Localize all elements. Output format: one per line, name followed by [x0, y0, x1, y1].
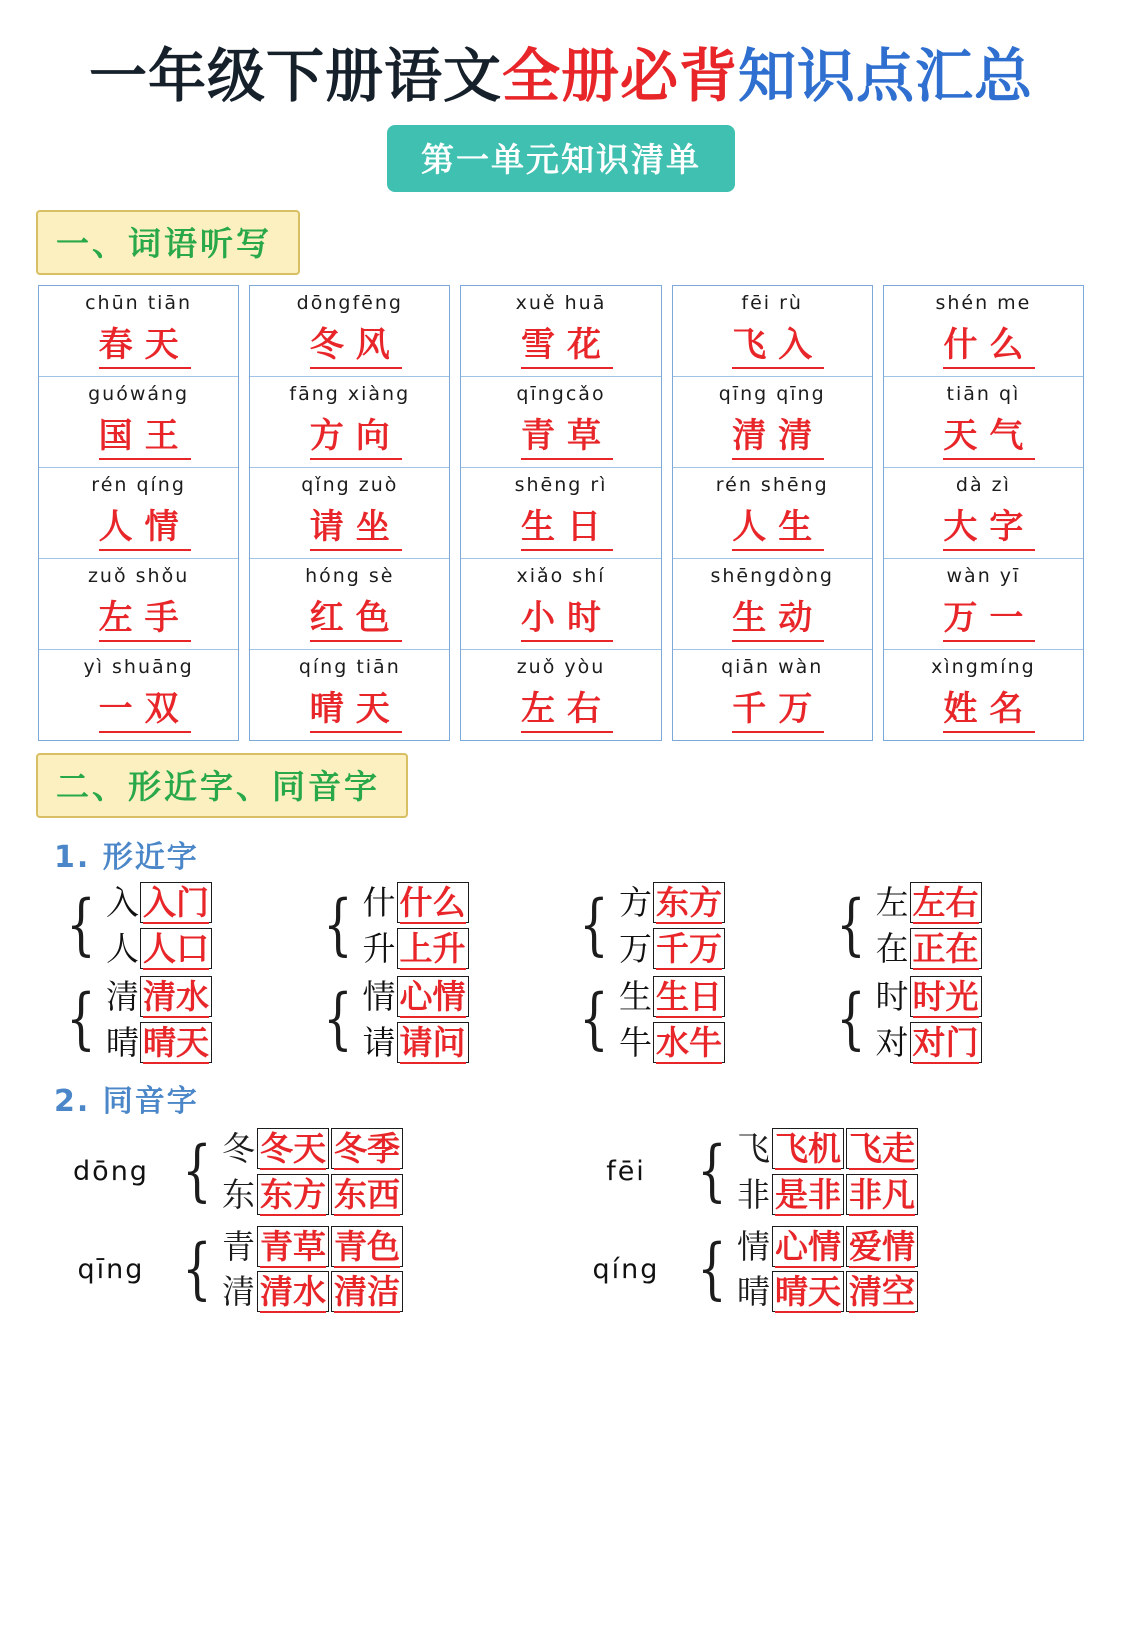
- hanzi-word: [673, 408, 872, 467]
- dictation-cell: [884, 286, 1083, 377]
- homophone-word-box: [257, 1271, 329, 1312]
- homophone-group: [46, 1228, 561, 1312]
- brace-icon: {: [322, 886, 353, 964]
- pinyin-text: yì shuāng: [83, 655, 194, 678]
- similar-char-head: 对: [875, 1022, 909, 1062]
- similar-chars-pairs: [619, 978, 725, 1062]
- similar-char-word: 心情: [399, 976, 466, 1016]
- hanzi-word-text: 千万: [732, 689, 824, 733]
- similar-chars-group: [830, 884, 1081, 968]
- brace-icon: {: [66, 980, 96, 1058]
- hanzi-word: [39, 590, 238, 649]
- homophone-lines: [737, 1130, 918, 1214]
- homophone-line: [222, 1130, 403, 1168]
- pinyin-text: xuě huā: [515, 291, 607, 314]
- similar-char-head: 清: [106, 976, 139, 1016]
- homophone-line: [222, 1176, 403, 1214]
- homophone-word-box: [846, 1271, 918, 1312]
- dictation-cell: [39, 559, 238, 650]
- similar-char-pair: [363, 1024, 469, 1062]
- pinyin-text: qǐng zuò: [301, 473, 399, 496]
- similar-char-word-box: [910, 882, 982, 923]
- pinyin-text: fēi rù: [741, 291, 803, 314]
- homophone-word: 东方: [260, 1174, 326, 1214]
- similar-char-head: 牛: [619, 1022, 652, 1062]
- similar-char-word-box: [653, 928, 725, 969]
- hanzi-word: [461, 317, 660, 376]
- similar-char-word: 清水: [143, 976, 209, 1016]
- similar-char-pair: [106, 978, 212, 1016]
- hanzi-word-text: 生动: [732, 598, 824, 642]
- section-header-dictation: 一、词语听写: [36, 210, 300, 275]
- hanzi-word-text: 飞入: [732, 325, 824, 369]
- homophone-word-box: [257, 1226, 329, 1267]
- hanzi-word: [250, 590, 449, 649]
- brace-icon: {: [579, 980, 609, 1058]
- pinyin-text: rén shēng: [715, 473, 829, 496]
- hanzi-word: [39, 499, 238, 558]
- homophone-word-box: [772, 1174, 844, 1215]
- pinyin-text: xiǎo shí: [516, 564, 606, 587]
- pinyin-text: zuǒ shǒu: [87, 564, 190, 587]
- similar-char-head: 晴: [106, 1022, 139, 1062]
- similar-char-word-box: [397, 928, 469, 969]
- similar-char-head: 生: [619, 976, 652, 1016]
- worksheet-page: [0, 42, 1122, 1633]
- similar-char-word: 请问: [399, 1022, 466, 1062]
- dictation-cell: [884, 650, 1083, 740]
- dictation-grid: [38, 285, 1084, 741]
- pinyin-text: shēng rì: [514, 473, 608, 496]
- homophone-line: [737, 1176, 918, 1214]
- homophone-word-box: [331, 1174, 403, 1215]
- pinyin-text: xìngmíng: [931, 655, 1036, 678]
- homophone-word-box: [331, 1271, 403, 1312]
- dictation-cell: [250, 650, 449, 740]
- similar-char-word-box: [140, 882, 212, 923]
- similar-char-head: 人: [106, 928, 139, 968]
- hanzi-word-text: 冬风: [310, 325, 402, 369]
- dictation-cell: [673, 559, 872, 650]
- similar-chars-pairs: [106, 884, 212, 968]
- hanzi-word-text: 万一: [943, 598, 1035, 642]
- homophone-head: 情: [737, 1226, 770, 1266]
- pinyin-text: guówáng: [88, 382, 190, 405]
- brace-icon: {: [697, 1230, 727, 1308]
- dictation-cell: [39, 468, 238, 559]
- brace-icon: {: [66, 886, 96, 964]
- hanzi-word-text: 清清: [732, 416, 824, 460]
- similar-char-word: 正在: [912, 928, 979, 968]
- subsection-label-homophones: 2. 同音字: [54, 1083, 199, 1119]
- similar-chars-group: [830, 978, 1081, 1062]
- brace-icon: {: [322, 980, 353, 1058]
- hanzi-word: [461, 681, 660, 740]
- homophone-word-box: [846, 1174, 918, 1215]
- similar-char-pair: [106, 884, 212, 922]
- homophone-word-box: [331, 1226, 403, 1267]
- hanzi-word-text: 人生: [732, 507, 824, 551]
- similar-char-word: 入门: [143, 882, 209, 922]
- homophone-word: 清空: [849, 1272, 915, 1312]
- dictation-cell: [884, 377, 1083, 468]
- pinyin-text: rén qíng: [91, 473, 186, 496]
- homophone-line: [222, 1273, 403, 1311]
- homophones-rows: [46, 1130, 1076, 1312]
- similar-chars-rows: [60, 884, 1080, 1062]
- unit-banner: 第一单元知识清单: [387, 125, 735, 192]
- hanzi-word-text: 晴天: [310, 689, 402, 733]
- hanzi-word: [250, 317, 449, 376]
- homophones-row: [46, 1130, 1076, 1214]
- similar-char-word: 上升: [399, 928, 466, 968]
- homophone-group: [561, 1228, 1076, 1312]
- hanzi-word: [673, 590, 872, 649]
- homophone-head: 青: [222, 1226, 255, 1266]
- hanzi-word-text: 左右: [521, 689, 613, 733]
- similar-char-word-box: [140, 1022, 212, 1063]
- similar-char-word: 左右: [912, 882, 979, 922]
- homophone-group: [561, 1130, 1076, 1214]
- similar-chars-group: [317, 884, 568, 968]
- dictation-cell: [673, 650, 872, 740]
- dictation-cell: [673, 286, 872, 377]
- homophone-head: 晴: [737, 1272, 770, 1312]
- dictation-cell: [461, 468, 660, 559]
- dictation-cell: [884, 468, 1083, 559]
- homophone-word: 非凡: [849, 1174, 915, 1214]
- homophone-line: [737, 1273, 918, 1311]
- dictation-cell: [250, 377, 449, 468]
- hanzi-word-text: 雪花: [521, 325, 613, 369]
- section-header-similar-homophone: 二、形近字、同音字: [36, 753, 408, 818]
- similar-char-pair: [876, 1024, 982, 1062]
- similar-char-pair: [363, 978, 469, 1016]
- hanzi-word: [884, 499, 1083, 558]
- similar-char-head: 在: [875, 928, 909, 968]
- homophone-word: 清洁: [334, 1272, 400, 1312]
- similar-char-word: 东方: [656, 882, 722, 922]
- homophone-line: [737, 1130, 918, 1168]
- homophone-head: 非: [737, 1174, 770, 1214]
- hanzi-word-text: 大字: [943, 507, 1035, 551]
- similar-char-word-box: [397, 976, 469, 1017]
- similar-chars-pairs: [106, 978, 212, 1062]
- homophone-word: 是非: [775, 1174, 841, 1214]
- homophone-head: 清: [222, 1272, 255, 1312]
- similar-chars-pairs: [363, 978, 469, 1062]
- homophone-word-box: [257, 1174, 329, 1215]
- hanzi-word: [250, 681, 449, 740]
- hanzi-word-text: 一双: [99, 689, 191, 733]
- pinyin-text: dōngfēng: [296, 291, 403, 314]
- pinyin-text: dà zì: [955, 473, 1011, 496]
- homophone-word: 冬天: [260, 1128, 326, 1168]
- dictation-cell: [461, 559, 660, 650]
- hanzi-word-text: 生日: [521, 507, 613, 551]
- similar-char-pair: [619, 930, 725, 968]
- similar-char-word: 晴天: [143, 1022, 209, 1062]
- pinyin-text: qiān wàn: [721, 655, 824, 678]
- homophone-word: 爱情: [849, 1226, 915, 1266]
- hanzi-word-text: 什么: [943, 325, 1035, 369]
- hanzi-word: [250, 408, 449, 467]
- hanzi-word: [673, 681, 872, 740]
- dictation-cell: [39, 377, 238, 468]
- similar-char-head: 请: [362, 1022, 396, 1062]
- hanzi-word: [461, 408, 660, 467]
- page-title-part3: 知识点汇总: [738, 42, 1034, 110]
- similar-char-word-box: [140, 976, 212, 1017]
- similar-char-pair: [619, 978, 725, 1016]
- pinyin-text: qīngcǎo: [516, 382, 606, 405]
- similar-char-word-box: [910, 976, 982, 1017]
- similar-chars-row: [60, 978, 1080, 1062]
- pinyin-text: qīng qīng: [718, 382, 826, 405]
- hanzi-word-text: 春天: [99, 325, 191, 369]
- homophone-word-box: [846, 1226, 918, 1267]
- homophones-row: [46, 1228, 1076, 1312]
- dictation-cell: [673, 377, 872, 468]
- dictation-cell: [461, 650, 660, 740]
- similar-char-word: 什么: [399, 882, 466, 922]
- homophone-line: [222, 1228, 403, 1266]
- hanzi-word: [884, 317, 1083, 376]
- pinyin-text: wàn yī: [946, 564, 1021, 587]
- dictation-column: [38, 285, 239, 741]
- hanzi-word: [39, 408, 238, 467]
- homophone-head: 冬: [222, 1128, 255, 1168]
- similar-chars-row: [60, 884, 1080, 968]
- similar-char-pair: [876, 884, 982, 922]
- similar-chars-pairs: [876, 884, 982, 968]
- similar-char-pair: [363, 930, 469, 968]
- unit-banner-container: [0, 125, 1122, 192]
- hanzi-word: [39, 317, 238, 376]
- homophone-word: 冬季: [334, 1128, 400, 1168]
- homophone-word: 东西: [334, 1174, 400, 1214]
- similar-char-word-box: [653, 1022, 725, 1063]
- similar-char-word: 时光: [912, 976, 979, 1016]
- similar-char-pair: [363, 884, 469, 922]
- homophone-word: 晴天: [775, 1272, 841, 1312]
- homophone-word: 青草: [260, 1226, 326, 1266]
- similar-char-head: 升: [362, 928, 396, 968]
- similar-chars-pairs: [876, 978, 982, 1062]
- homophone-pinyin: fēi: [606, 1156, 646, 1188]
- brace-icon: {: [182, 1230, 212, 1308]
- hanzi-word-text: 请坐: [310, 507, 402, 551]
- homophone-pinyin: qīng: [77, 1253, 145, 1285]
- homophone-line: [737, 1228, 918, 1266]
- pinyin-text: fāng xiàng: [289, 382, 411, 405]
- brace-icon: {: [182, 1132, 212, 1210]
- section-one-header-container: [36, 210, 1122, 275]
- hanzi-word-text: 青草: [521, 416, 613, 460]
- hanzi-word-text: 天气: [943, 416, 1035, 460]
- hanzi-word: [884, 408, 1083, 467]
- pinyin-text: shēngdòng: [710, 564, 834, 587]
- dictation-cell: [461, 377, 660, 468]
- similar-char-word-box: [910, 928, 982, 969]
- similar-char-head: 入: [106, 882, 139, 922]
- similar-chars-pairs: [363, 884, 469, 968]
- brace-icon: {: [579, 886, 609, 964]
- homophone-lines: [222, 1228, 403, 1312]
- hanzi-word: [673, 317, 872, 376]
- pinyin-text: zuǒ yòu: [516, 655, 606, 678]
- hanzi-word: [884, 681, 1083, 740]
- hanzi-word: [461, 590, 660, 649]
- hanzi-word: [884, 590, 1083, 649]
- homophone-word-box: [257, 1128, 329, 1169]
- similar-char-head: 万: [619, 928, 652, 968]
- similar-char-word: 千万: [656, 928, 722, 968]
- pinyin-text: tiān qì: [946, 382, 1021, 405]
- hanzi-word: [39, 681, 238, 740]
- hanzi-word-text: 国王: [99, 416, 191, 460]
- similar-char-word: 人口: [143, 928, 209, 968]
- page-title: [0, 42, 1122, 110]
- homophone-word: 青色: [334, 1226, 400, 1266]
- similar-chars-group: [573, 978, 824, 1062]
- dictation-cell: [673, 468, 872, 559]
- brace-icon: {: [835, 980, 866, 1058]
- hanzi-word: [250, 499, 449, 558]
- similar-chars-group: [60, 978, 311, 1062]
- similar-char-word-box: [397, 1022, 469, 1063]
- homophone-pinyin: qíng: [592, 1253, 660, 1285]
- dictation-column: [460, 285, 661, 741]
- similar-char-word-box: [140, 928, 212, 969]
- similar-char-pair: [619, 1024, 725, 1062]
- page-title-part1: 一年级下册语文: [88, 42, 502, 110]
- homophone-word: 飞走: [849, 1128, 915, 1168]
- dictation-column: [249, 285, 450, 741]
- dictation-cell: [39, 286, 238, 377]
- similar-char-pair: [106, 930, 212, 968]
- similar-char-word-box: [653, 882, 725, 923]
- dictation-column: [883, 285, 1084, 741]
- hanzi-word-text: 左手: [99, 598, 191, 642]
- dictation-cell: [250, 559, 449, 650]
- homophone-word: 心情: [775, 1226, 841, 1266]
- dictation-cell: [250, 468, 449, 559]
- similar-chars-group: [573, 884, 824, 968]
- pinyin-text: hóng sè: [305, 564, 395, 587]
- similar-char-word: 生日: [656, 976, 722, 1016]
- similar-char-head: 情: [362, 976, 396, 1016]
- homophone-word-box: [846, 1128, 918, 1169]
- homophone-word-box: [772, 1271, 844, 1312]
- dictation-cell: [250, 286, 449, 377]
- similar-char-pair: [106, 1024, 212, 1062]
- page-title-part2: 全册必背: [501, 42, 738, 110]
- similar-chars-group: [60, 884, 311, 968]
- dictation-cell: [884, 559, 1083, 650]
- similar-chars-group: [317, 978, 568, 1062]
- similar-char-pair: [619, 884, 725, 922]
- homophone-word: 飞机: [775, 1128, 841, 1168]
- similar-char-word: 水牛: [656, 1022, 722, 1062]
- similar-char-word: 对门: [912, 1022, 979, 1062]
- dictation-cell: [39, 650, 238, 740]
- pinyin-text: chūn tiān: [85, 291, 193, 314]
- dictation-column: [672, 285, 873, 741]
- dictation-cell: [461, 286, 660, 377]
- homophone-pinyin: dōng: [73, 1156, 149, 1188]
- homophone-word-box: [772, 1226, 844, 1267]
- homophone-head: 东: [222, 1174, 255, 1214]
- hanzi-word: [461, 499, 660, 558]
- homophone-lines: [737, 1228, 918, 1312]
- hanzi-word: [673, 499, 872, 558]
- homophone-word-box: [331, 1128, 403, 1169]
- hanzi-word-text: 人情: [99, 507, 191, 551]
- hanzi-word-text: 姓名: [943, 689, 1035, 733]
- brace-icon: {: [697, 1132, 727, 1210]
- similar-char-pair: [876, 930, 982, 968]
- similar-chars-pairs: [619, 884, 725, 968]
- pinyin-text: qíng tiān: [298, 655, 401, 678]
- brace-icon: {: [835, 886, 866, 964]
- homophone-word: 清水: [260, 1272, 326, 1312]
- similar-char-head: 左: [875, 882, 909, 922]
- similar-char-head: 什: [362, 882, 396, 922]
- similar-char-head: 时: [875, 976, 909, 1016]
- similar-char-word-box: [910, 1022, 982, 1063]
- subsection-label-similar-chars: 1. 形近字: [54, 839, 199, 875]
- similar-char-head: 方: [619, 882, 652, 922]
- hanzi-word-text: 小时: [521, 598, 613, 642]
- homophone-word-box: [772, 1128, 844, 1169]
- hanzi-word-text: 方向: [310, 416, 402, 460]
- pinyin-text: shén me: [935, 291, 1032, 314]
- hanzi-word-text: 红色: [310, 598, 402, 642]
- similar-char-word-box: [653, 976, 725, 1017]
- section-two-header-container: [36, 753, 1122, 818]
- similar-char-word-box: [397, 882, 469, 923]
- homophone-lines: [222, 1130, 403, 1214]
- similar-char-pair: [876, 978, 982, 1016]
- homophone-group: [46, 1130, 561, 1214]
- homophone-head: 飞: [737, 1128, 770, 1168]
